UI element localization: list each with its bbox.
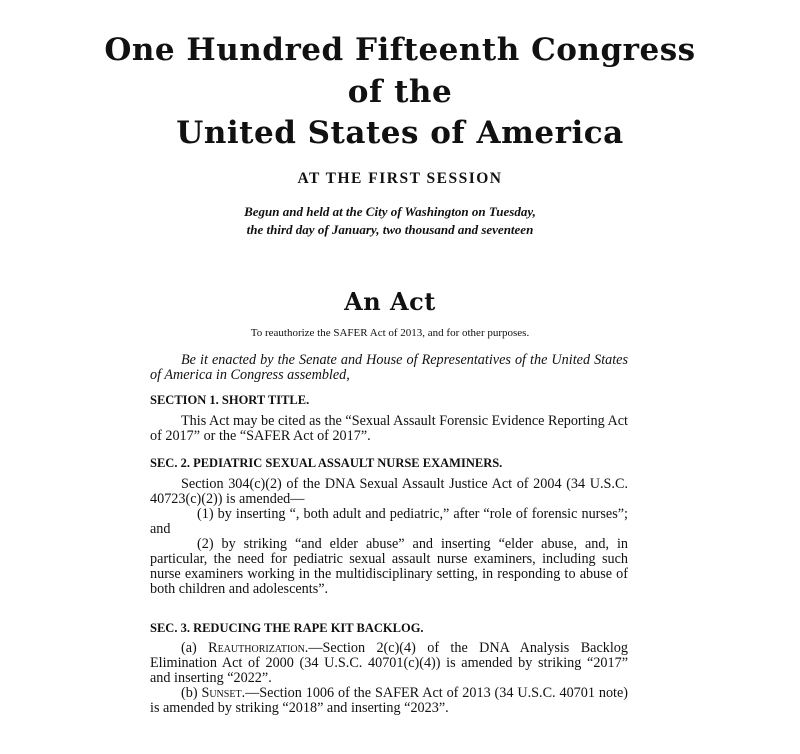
section-1-text: This Act may be cited as the “Sexual Assault Forensic Evidence Reporting Act of 2017” or the “SAFER Act of 2017”.	[150, 413, 628, 444]
congress-title-line-3: United States of America	[176, 115, 624, 151]
subsection-a-caption: Reauthorization	[208, 640, 305, 656]
section-2-paragraph-2: (2) by striking “and elder abuse” and inserting “elder abuse, and, in particular, the need for pediatric sexual assault nurse examiners, including such nurse examiners working in the multidisciplinary setting, in responding to abuse of both children and adolescents”.	[150, 536, 628, 597]
session-label: AT THE FIRST SESSION	[297, 170, 503, 187]
section-3-body	[150, 641, 628, 716]
begun-line-2: the third day of January, two thousand and seventeen	[246, 222, 534, 237]
congress-title-line-1: One Hundred Fifteenth Congress	[104, 32, 696, 68]
section-2-intro: Section 304(c)(2) of the DNA Sexual Assault Justice Act of 2004 (34 U.S.C. 40723(c)(2)) is amended—	[150, 476, 628, 507]
act-purpose: To reauthorize the SAFER Act of 2013, and for other purposes.	[250, 327, 530, 339]
section-3-subsection-b	[150, 686, 628, 716]
congress-title-line-2: of the	[347, 74, 453, 110]
section-2-body	[150, 477, 628, 597]
begun-held-statement	[0, 203, 780, 239]
section-3-subsection-a	[150, 641, 628, 686]
subsection-b-caption: Sunset	[201, 685, 242, 701]
subsection-b-label: (b)	[181, 685, 202, 701]
section-1-heading: SECTION 1. SHORT TITLE.	[150, 393, 310, 407]
act-heading: An Act	[344, 287, 436, 316]
subsection-a-text: .—Section 2(c)(4) of the DNA Analysis Backlog Elimination Act of 2000 (34 U.S.C. 40701(c)(4)) is amended by striking “2017” and inserting “2022”.	[150, 640, 628, 686]
section-3-heading: SEC. 3. REDUCING THE RAPE KIT BACKLOG.	[150, 621, 424, 635]
subsection-a-label: (a)	[181, 640, 209, 656]
section-2-heading: SEC. 2. PEDIATRIC SEXUAL ASSAULT NURSE EXAMINERS.	[150, 456, 503, 470]
subsection-b-text: .—Section 1006 of the SAFER Act of 2013 (34 U.S.C. 40701 note) is amended by striking “2018” and inserting “2023”.	[150, 685, 628, 716]
section-2-paragraph-1: (1) by inserting “, both adult and pediatric,” after “role of forensic nurses”; and	[150, 506, 628, 537]
enacting-clause: Be it enacted by the Senate and House of Representatives of the United States of America in Congress assembled,	[150, 352, 628, 383]
begun-line-1: Begun and held at the City of Washington on Tuesday,	[244, 204, 536, 219]
